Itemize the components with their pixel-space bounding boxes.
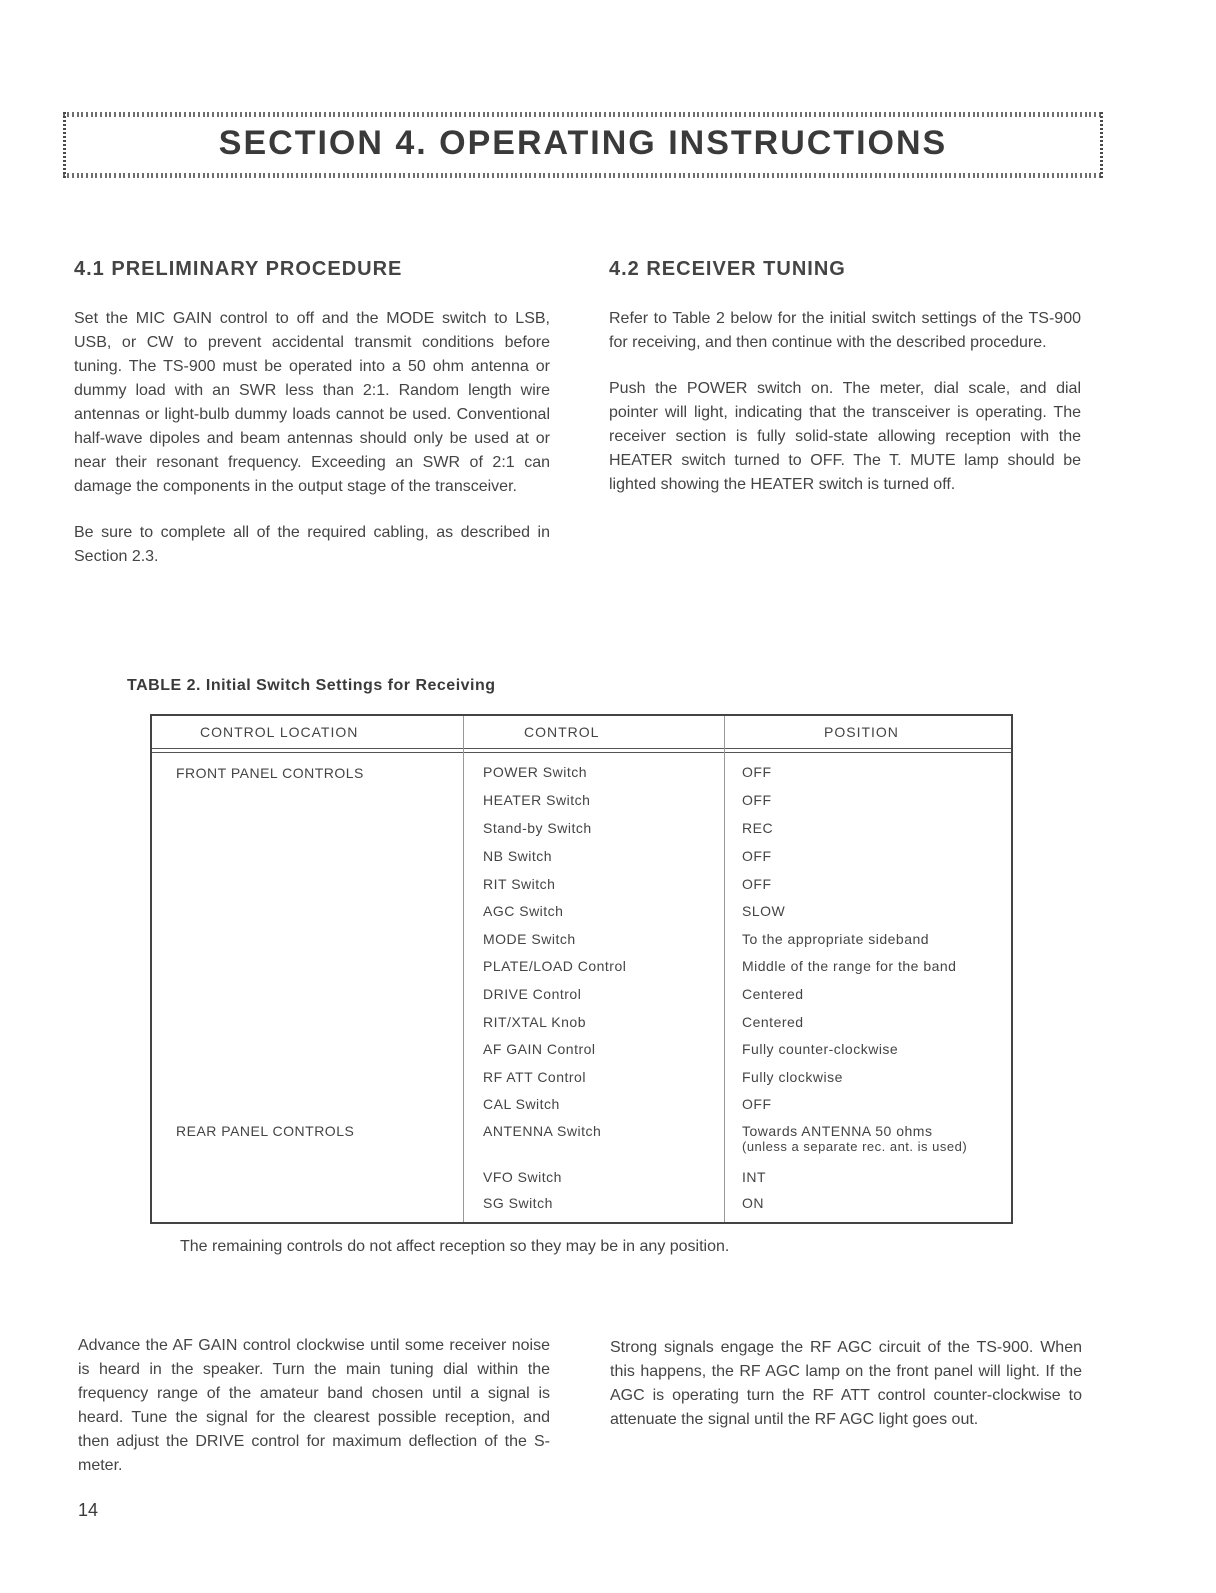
table-cell-control: RIT Switch <box>483 876 556 892</box>
table-header-position: POSITION <box>824 724 899 740</box>
section-4-2-heading: 4.2 RECEIVER TUNING <box>609 258 846 280</box>
table-cell-control: DRIVE Control <box>483 986 582 1002</box>
section-4-1 <box>74 258 550 569</box>
switch-settings-table <box>150 714 1013 1224</box>
table-cell-position: To the appropriate sideband <box>742 931 930 947</box>
table-cell-position-note: (unless a separate rec. ant. is used) <box>742 1139 968 1154</box>
table-cell-position: Fully counter-clockwise <box>742 1041 899 1057</box>
table-cell-position: OFF <box>742 876 772 892</box>
table-cell-position: OFF <box>742 848 772 864</box>
table-header-control: CONTROL <box>524 724 600 740</box>
table-cell-position: REC <box>742 820 774 836</box>
table-cell-control: CAL Switch <box>483 1096 560 1112</box>
section-4-1-paragraph-2: Be sure to complete all of the required cabling, as described in Section 2.3. <box>74 524 550 565</box>
table-header-rule <box>152 748 1011 749</box>
table-cell-position: OFF <box>742 1096 772 1112</box>
table-cell-position: Middle of the range for the band <box>742 958 957 974</box>
table-cell-control: RIT/XTAL Knob <box>483 1014 586 1030</box>
table-cell-control: Stand-by Switch <box>483 820 592 836</box>
table-caption: TABLE 2. Initial Switch Settings for Receiving <box>127 677 496 694</box>
table-cell-control: HEATER Switch <box>483 792 591 808</box>
table-cell-position: INT <box>742 1169 767 1185</box>
table-group-rear: REAR PANEL CONTROLS <box>176 1123 355 1139</box>
section-4-2-paragraph-2: Push the POWER switch on. The meter, dial scale, and dial pointer will light, indicating that the transceiver is operating. The receiver section is fully solid-state allowing reception with the HEATER switch turned to OFF. The T. MUTE lamp should be lighted showing the HEATER switch is turned off. <box>609 380 1081 493</box>
banner-border-bottom <box>63 173 1103 178</box>
table-note: The remaining controls do not affect reception so they may be in any position. <box>180 1238 730 1255</box>
table-header-rule-double <box>152 752 1011 753</box>
section-4-1-heading: 4.1 PRELIMINARY PROCEDURE <box>74 258 403 280</box>
section-title: SECTION 4. OPERATING INSTRUCTIONS <box>218 124 948 162</box>
table-column-divider <box>724 716 725 1222</box>
section-4-1-paragraph-1: Set the MIC GAIN control to off and the MODE switch to LSB, USB, or CW to prevent accidental transmit conditions before tuning. The TS-900 must be operated into a 50 ohm antenna or dummy load with an SWR less than 2:1. Random length wire antennas or light-bulb dummy loads cannot be used. Conventional half-wave dipoles and beam antennas should only be used at or near their resonant frequency. Exceeding an SWR of 2:1 can damage the components in the output stage of the transceiver. <box>74 310 550 495</box>
bottom-right-paragraph: Strong signals engage the RF AGC circuit of the TS-900. When this happens, the RF AGC lamp on the front panel will light. If the AGC is operating turn the RF ATT control counter-clockwise to attenuate the signal until the RF AGC light goes out. <box>610 1339 1082 1428</box>
table-cell-position: OFF <box>742 764 772 780</box>
table-cell-position: Centered <box>742 1014 804 1030</box>
table-cell-control: AF GAIN Control <box>483 1041 596 1057</box>
table-cell-control: MODE Switch <box>483 931 576 947</box>
bottom-left-paragraph: Advance the AF GAIN control clockwise until some receiver noise is heard in the speaker. Turn the main tuning dial within the frequency range of the amateur band chosen until a signal is heard. Tune the signal for the clearest possible reception, and then adjust the DRIVE control for maximum deflection of the S-meter. <box>78 1337 550 1474</box>
section-4-2 <box>609 258 1081 497</box>
table-cell-position: SLOW <box>742 903 786 919</box>
banner-border-top <box>63 112 1103 117</box>
table-cell-position: Centered <box>742 986 804 1002</box>
table-cell-position: ON <box>742 1195 764 1211</box>
table-cell-control: VFO Switch <box>483 1169 562 1185</box>
table-column-divider <box>463 716 464 1222</box>
table-header-location: CONTROL LOCATION <box>200 724 359 740</box>
table-cell-control: AGC Switch <box>483 903 564 919</box>
table-cell-control: RF ATT Control <box>483 1069 586 1085</box>
table-cell-position: OFF <box>742 792 772 808</box>
table-cell-control: NB Switch <box>483 848 553 864</box>
table-cell-position: Fully clockwise <box>742 1069 843 1085</box>
section-4-2-paragraph-1: Refer to Table 2 below for the initial switch settings of the TS-900 for receiving, and then continue with the described procedure. <box>609 310 1081 351</box>
table-group-front: FRONT PANEL CONTROLS <box>176 765 364 781</box>
table-cell-control: PLATE/LOAD Control <box>483 958 627 974</box>
table-cell-control: POWER Switch <box>483 764 588 780</box>
table-cell-position: Towards ANTENNA 50 ohms <box>742 1123 933 1139</box>
section-banner <box>63 108 1103 182</box>
page-number: 14 <box>78 1500 99 1520</box>
table-cell-control: ANTENNA Switch <box>483 1123 602 1139</box>
table-cell-control: SG Switch <box>483 1195 553 1211</box>
